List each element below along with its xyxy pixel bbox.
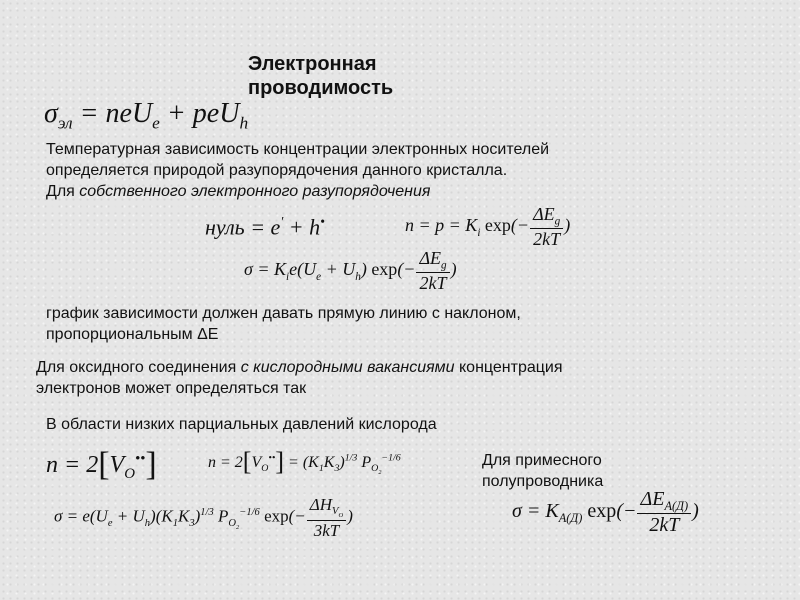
impurity-semiconductor-label: [482, 450, 603, 492]
p2-line-1: график зависимости должен давать прямую линию с наклоном,: [46, 305, 521, 322]
impurity-line-2: полупроводника: [482, 473, 604, 490]
paragraph-low-oxygen-pressure: В области низких парциальных давлений кислорода: [46, 416, 437, 433]
formula-zero-reaction: нуль = e′ + h•: [205, 214, 325, 240]
p3-line-1-prefix: Для оксидного соединения: [36, 359, 241, 376]
formula-n-vacancy-pressure: $n = 2[V_O^{••}] = (K_1K_3)^{1/3}$ $P_{O_2}^{-1/6}$: [208, 447, 401, 477]
p3-line-1: [36, 357, 563, 378]
paragraph-temperature-dependence: [46, 139, 549, 202]
p3-line-1-emphasis: с кислородными вакансиями: [240, 359, 455, 376]
formula-sigma-vacancy: $\sigma = e(U_e + U_h)(K_1K_3)^{1/3}$ $P_{O_2}^{-1/6}$ exp(− $\frac{\Delta H_{V_O}}{3kT}$ ): [54, 495, 353, 540]
p1-line-2: определяется природой разупорядочения данного кристалла.: [46, 162, 508, 179]
formula-sigma-el: $\sigma_{эл} = neU_e + peU_h$: [44, 98, 249, 133]
title-line-1: Электронная: [248, 53, 377, 75]
p1-line-3: [46, 181, 549, 202]
formula-n-vacancy: $n = 2[V_O^{••}]$: [46, 446, 157, 483]
paragraph-graph-slope: [46, 303, 521, 345]
impurity-line-1: Для примесного: [482, 452, 602, 469]
page-title: [248, 52, 393, 100]
p3-line-2: электронов может определяться так: [36, 380, 307, 397]
title-line-2: проводимость: [248, 77, 394, 99]
p1-line-1: Температурная зависимость концентрации электронных носителей: [46, 141, 550, 158]
formula-n-equals-p: $n = p = K_i$ exp(− $\frac{\Delta E_g}{2kT}$ ): [405, 204, 571, 250]
paragraph-oxide-vacancies: [36, 357, 563, 399]
p3-line-1-suffix: концентрация: [454, 359, 563, 376]
formula-sigma-intrinsic: $\sigma = K_ie(U_e + U_h)$ exp(− $\frac{\Delta E_g}{2kT}$ ): [244, 248, 457, 294]
formula-sigma-impurity: $\sigma = K_{A(Д)}$ exp(− $\frac{\Delta E_{A(Д)}}{2kT}$ ): [512, 488, 699, 537]
p1-line-3-prefix: Для: [46, 183, 80, 200]
p1-line-3-emphasis: собственного электронного разупорядочения: [79, 183, 431, 200]
p2-line-2: пропорциональным ΔE: [46, 326, 219, 343]
